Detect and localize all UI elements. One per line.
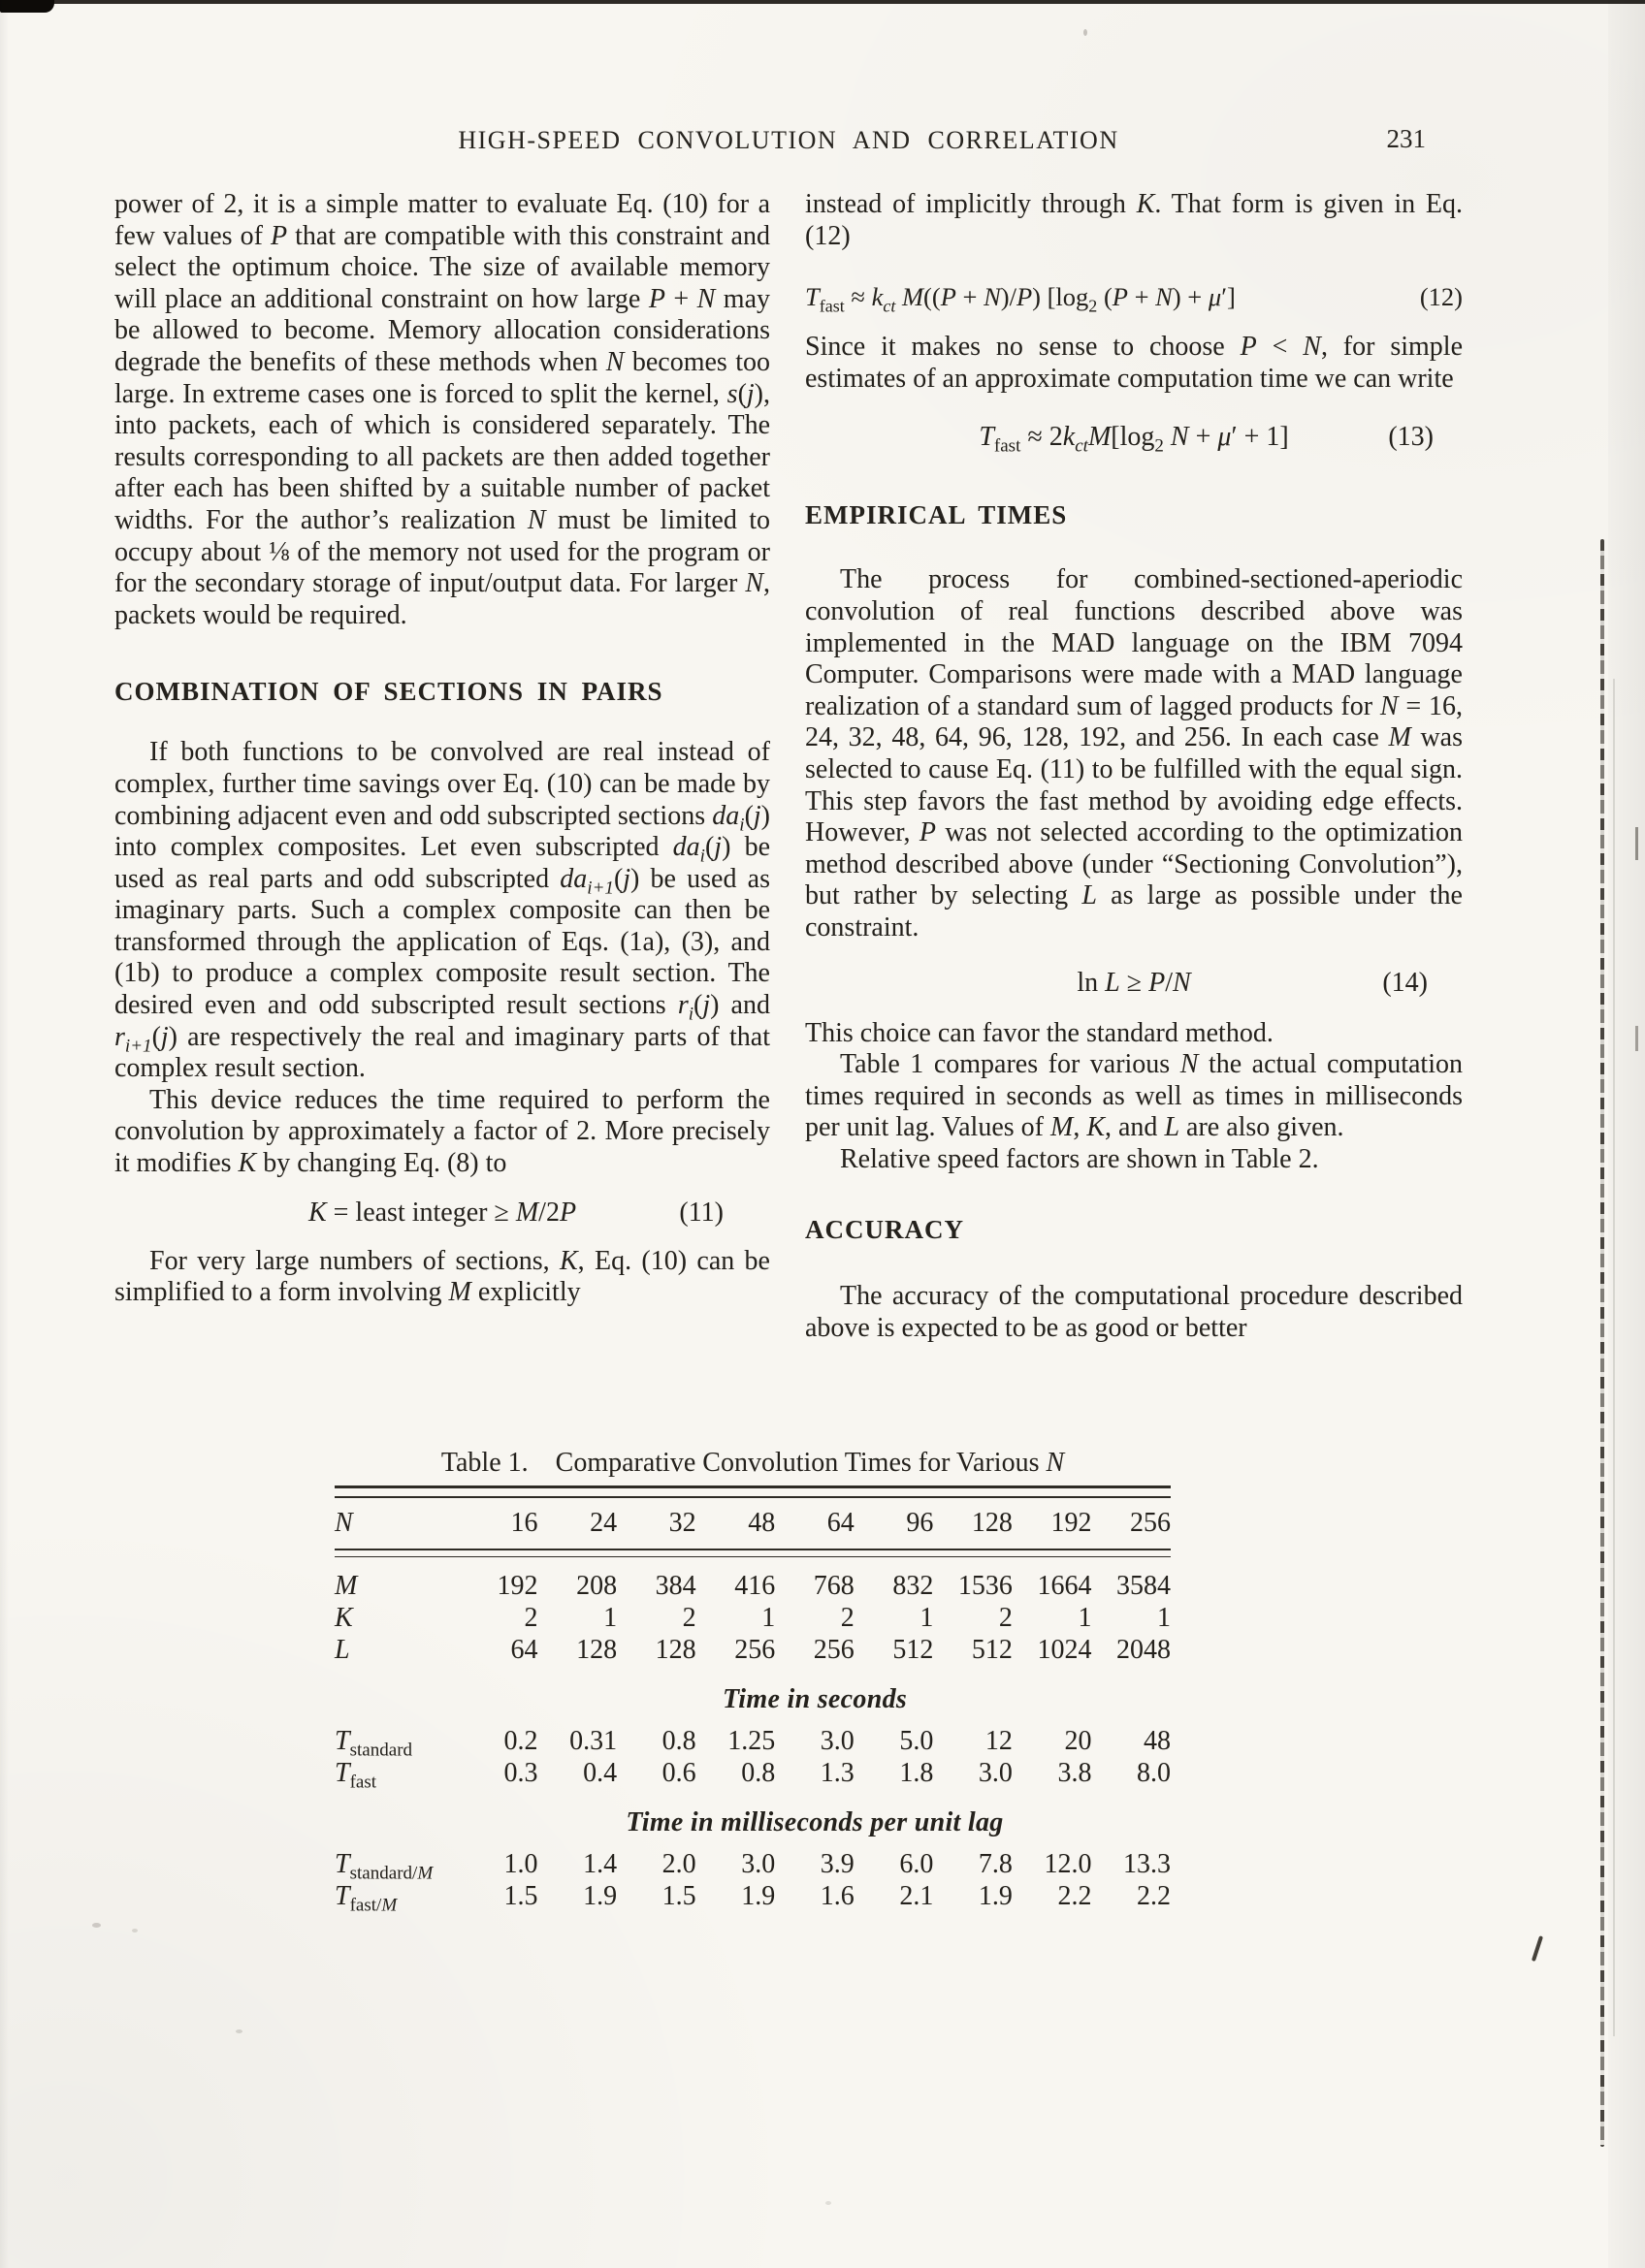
table-row	[335, 1602, 1171, 1634]
paragraph: Relative speed factors are shown in Table 2.	[840, 1143, 1319, 1174]
table-cell: 3.0	[978, 1758, 1013, 1788]
table-cell: 256	[813, 1635, 855, 1665]
table-cell: 2	[524, 1603, 538, 1633]
table-cell: 6.0	[899, 1849, 934, 1879]
table-row-label: N	[335, 1508, 353, 1538]
table-row	[335, 1848, 1171, 1884]
table-cell: 12	[984, 1726, 1013, 1756]
paragraph: For very large numbers of sections, K, Eq. (10) can be simplified to a form involving M explicitly	[114, 1245, 770, 1308]
table-milliseconds-rows	[335, 1848, 1171, 1916]
scan-speck	[825, 2201, 831, 2205]
table-cell: 1.9	[741, 1881, 776, 1911]
table-row-label: $T_{standard}$	[335, 1726, 413, 1761]
table-cell: 128	[655, 1635, 696, 1665]
table-cell: 2.2	[1137, 1881, 1171, 1911]
paragraph: The process for combined-sectioned-aperiodic convolution of real functions described above was implemented in the MAD language on the IBM 7094 Computer. Comparisons were made with a MAD language realization of a standard sum of lagged products for N = 16, 24, 32, 48, 64, 96, 128, 192, and 256. In each case M was selected to cause Eq. (11) to be fulfilled with the equal sign. This step favors the fast method by avoiding edge effects. However, P was not selected according to the optimization method described above (under “Sectioning Convolution”), but rather by selecting L as large as possible under the constraint.	[805, 564, 1463, 942]
table-cell: 1	[1157, 1603, 1171, 1633]
equation-number: (11)	[679, 1197, 724, 1228]
table-cell: 48	[748, 1508, 776, 1538]
table-row	[335, 1880, 1171, 1916]
table-cell: 1.0	[503, 1849, 538, 1879]
table-row	[335, 1757, 1171, 1793]
table-cell: 2.0	[661, 1849, 696, 1879]
table-cell: 12.0	[1044, 1849, 1092, 1879]
table-cell: 0.2	[503, 1726, 538, 1756]
table-cell: 3.8	[1057, 1758, 1092, 1788]
table-cell: 2048	[1116, 1635, 1171, 1665]
paragraph: The accuracy of the computational procedure described above is expected to be as good or better	[805, 1281, 1463, 1344]
table-cell: 2	[998, 1603, 1013, 1633]
table-cell: 3.0	[820, 1726, 855, 1756]
table-row-label: $T_{fast}$	[335, 1758, 377, 1793]
table-cell: 0.8	[741, 1758, 776, 1788]
table-cell: 416	[734, 1571, 776, 1601]
table-cell: 13.3	[1123, 1849, 1171, 1879]
table-cell: 1.3	[820, 1758, 855, 1788]
equation-number: (13)	[1388, 422, 1434, 453]
left-column	[114, 189, 770, 1309]
equation-13	[805, 418, 1463, 457]
paragraph: This device reduces the time required to perform the convolution by approximately a factor of 2. More precisely it modifies K by changing Eq. (8) to	[114, 1084, 770, 1179]
table-cell: 64	[826, 1508, 855, 1538]
table-cell: 3.9	[820, 1849, 855, 1879]
table-1-title	[335, 1447, 1171, 1479]
equation-body: $T_{fast} \approx 2k_{ct}M[\log_2$ N + μ′ + 1]	[979, 422, 1289, 457]
table-cell: 24	[590, 1508, 618, 1538]
equation-body: $T_{fast} \approx k_{ct}$ M((P + N)/P) [$\log_2$ (P + N) + μ′]	[805, 282, 1236, 316]
table-subheader-milliseconds: Time in milliseconds per unit lag	[626, 1807, 1004, 1837]
right-column	[805, 189, 1463, 1345]
section-heading-empirical-times: EMPIRICAL TIMES	[805, 500, 1068, 530]
table-row	[335, 1570, 1171, 1602]
table-row	[335, 1498, 1171, 1544]
running-head-title: HIGH-SPEED CONVOLUTION AND CORRELATION	[458, 126, 1119, 154]
scan-edge-dash	[1635, 827, 1638, 860]
table-cell: 1.25	[727, 1726, 776, 1756]
table-cell: 128	[576, 1635, 618, 1665]
table-cell: 0.6	[661, 1758, 696, 1788]
table-cell: 1.9	[978, 1881, 1013, 1911]
table-cell: 2	[682, 1603, 696, 1633]
table-cell: 832	[892, 1571, 934, 1601]
table-cell: 1.9	[583, 1881, 618, 1911]
table-cell: 192	[497, 1571, 538, 1601]
scan-left-edge-shading	[0, 0, 9, 2268]
table-1-title-prefix: Table 1.	[440, 1448, 529, 1478]
table-cell: 1	[919, 1603, 934, 1633]
page-number: 231	[1386, 124, 1426, 153]
table-cell: 1	[1078, 1603, 1092, 1633]
equation-number: (14)	[1382, 967, 1428, 998]
table-cell: 8.0	[1137, 1758, 1171, 1788]
table-cell: 5.0	[899, 1726, 934, 1756]
table-row	[335, 1725, 1171, 1761]
table-cell: 1.5	[661, 1881, 696, 1911]
table-cell: 128	[971, 1508, 1013, 1538]
table-row-label: $T_{standard/M}$	[335, 1849, 434, 1884]
table-1	[335, 1447, 1171, 1916]
table-cell: 16	[510, 1508, 538, 1538]
equation-12	[805, 277, 1463, 316]
table-cell: 256	[734, 1635, 776, 1665]
table-cell: 20	[1064, 1726, 1092, 1756]
table-row-label: M	[335, 1571, 358, 1601]
table-cell: 1664	[1037, 1571, 1092, 1601]
scan-top-edge-line	[0, 0, 1645, 4]
table-cell: 384	[655, 1571, 696, 1601]
table-header	[335, 1498, 1171, 1544]
table-cell: 1	[603, 1603, 618, 1633]
table-cell: 1024	[1037, 1635, 1092, 1665]
scan-edge-dash	[1635, 1026, 1638, 1051]
paragraph: This choice can favor the standard method.	[805, 1017, 1274, 1048]
equation-14	[805, 964, 1463, 1003]
table-top-rule	[335, 1485, 1171, 1498]
table-cell: 7.8	[978, 1849, 1013, 1879]
table-cell: 0.4	[583, 1758, 618, 1788]
table-cell: 2.1	[899, 1881, 934, 1911]
table-cell: 64	[510, 1635, 538, 1665]
table-cell: 48	[1144, 1726, 1171, 1756]
table-cell: 32	[668, 1508, 696, 1538]
table-row	[335, 1634, 1171, 1666]
table-cell: 1.4	[583, 1849, 618, 1879]
scan-vertical-streak-faint	[1613, 679, 1615, 2036]
table-cell: 0.31	[569, 1726, 618, 1756]
table-cell: 512	[892, 1635, 934, 1665]
section-heading-combination-of-sections-in-pairs: COMBINATION OF SECTIONS IN PAIRS	[114, 677, 663, 707]
table-cell: 96	[906, 1508, 934, 1538]
table-cell: 3584	[1116, 1571, 1171, 1601]
scan-speck	[132, 1929, 138, 1933]
table-cell: 1.6	[820, 1881, 855, 1911]
equation-body: K = least integer ≥ M/2P	[307, 1197, 577, 1228]
equation-11	[114, 1194, 770, 1232]
scan-slash-mark	[1532, 1935, 1543, 1962]
table-subheader-seconds: Time in seconds	[722, 1684, 908, 1714]
table-row-label: $T_{fast/M}$	[335, 1881, 398, 1916]
table-header-rule	[335, 1549, 1171, 1557]
table-cell: 3.0	[741, 1849, 776, 1879]
equation-body: ln L ≥ P/N	[1077, 967, 1191, 998]
table-cell: 1.8	[899, 1758, 934, 1788]
table-cell: 768	[813, 1571, 855, 1601]
scan-vertical-streak	[1600, 539, 1604, 2147]
table-cell: 256	[1130, 1508, 1171, 1538]
table-row-label: K	[335, 1603, 353, 1633]
table-cell: 0.3	[503, 1758, 538, 1788]
table-cell: 1	[761, 1603, 776, 1633]
table-1-title-text: Comparative Convolution Times for Various N	[555, 1448, 1065, 1478]
table-seconds-rows	[335, 1725, 1171, 1793]
table-cell: 192	[1050, 1508, 1092, 1538]
table-row-label: L	[335, 1635, 350, 1665]
table-cell: 2.2	[1057, 1881, 1092, 1911]
table-parameter-rows	[335, 1570, 1171, 1666]
paragraph: If both functions to be convolved are real instead of complex, further time savings over Eq. (10) can be made by combining adjacent even and odd subscripted sections $da_i(j)$ into complex composites. Let even subscripted $da_i(j)$ be used as real parts and odd subscripted $da_{i+1}(j)$ be used as imaginary parts. Such a complex composite can then be transformed through the application of Eqs. (1a), (3), and (1b) to produce a complex composite result section. The desired even and odd subscripted result sections $r_i(j)$ and $r_{i+1}(j)$ are respectively the real and imaginary parts of that complex result section.	[114, 737, 770, 1084]
scan-speck	[236, 2029, 242, 2033]
scan-speck	[1083, 29, 1087, 36]
equation-number: (12)	[1419, 282, 1463, 312]
table-cell: 1536	[957, 1571, 1013, 1601]
table-cell: 208	[576, 1571, 618, 1601]
paragraph: Since it makes no sense to choose P < N, for simple estimates of an approximate computation time we can write	[805, 332, 1463, 394]
paragraph: instead of implicitly through K. That form is given in Eq. (12)	[805, 189, 1464, 251]
section-heading-accuracy: ACCURACY	[805, 1215, 964, 1245]
table-cell: 1.5	[503, 1881, 538, 1911]
scan-speck	[92, 1923, 101, 1928]
table-cell: 2	[840, 1603, 855, 1633]
table-cell: 512	[971, 1635, 1013, 1665]
table-cell: 0.8	[661, 1726, 696, 1756]
paragraph: power of 2, it is a simple matter to evaluate Eq. (10) for a few values of P that are compatible with this constraint and select the optimum choice. The size of available memory will place an additional constraint on how large P + N may be allowed to become. Memory allocation considerations degrade the benefits of these methods when N becomes too large. In extreme cases one is forced to split the kernel, s(j), into packets, each of which is considered separately. The results corresponding to all packets are then added together after each has been shifted by a suitable number of packet widths. For the author’s realization N must be limited to occupy about ⅛ of the memory not used for the program or for the secondary storage of input/output data. For larger N, packets would be required.	[114, 189, 770, 630]
paragraph: Table 1 compares for various N the actual computation times required in seconds as well as times in milliseconds per unit lag. Values of M, K, and L are also given.	[805, 1049, 1463, 1143]
